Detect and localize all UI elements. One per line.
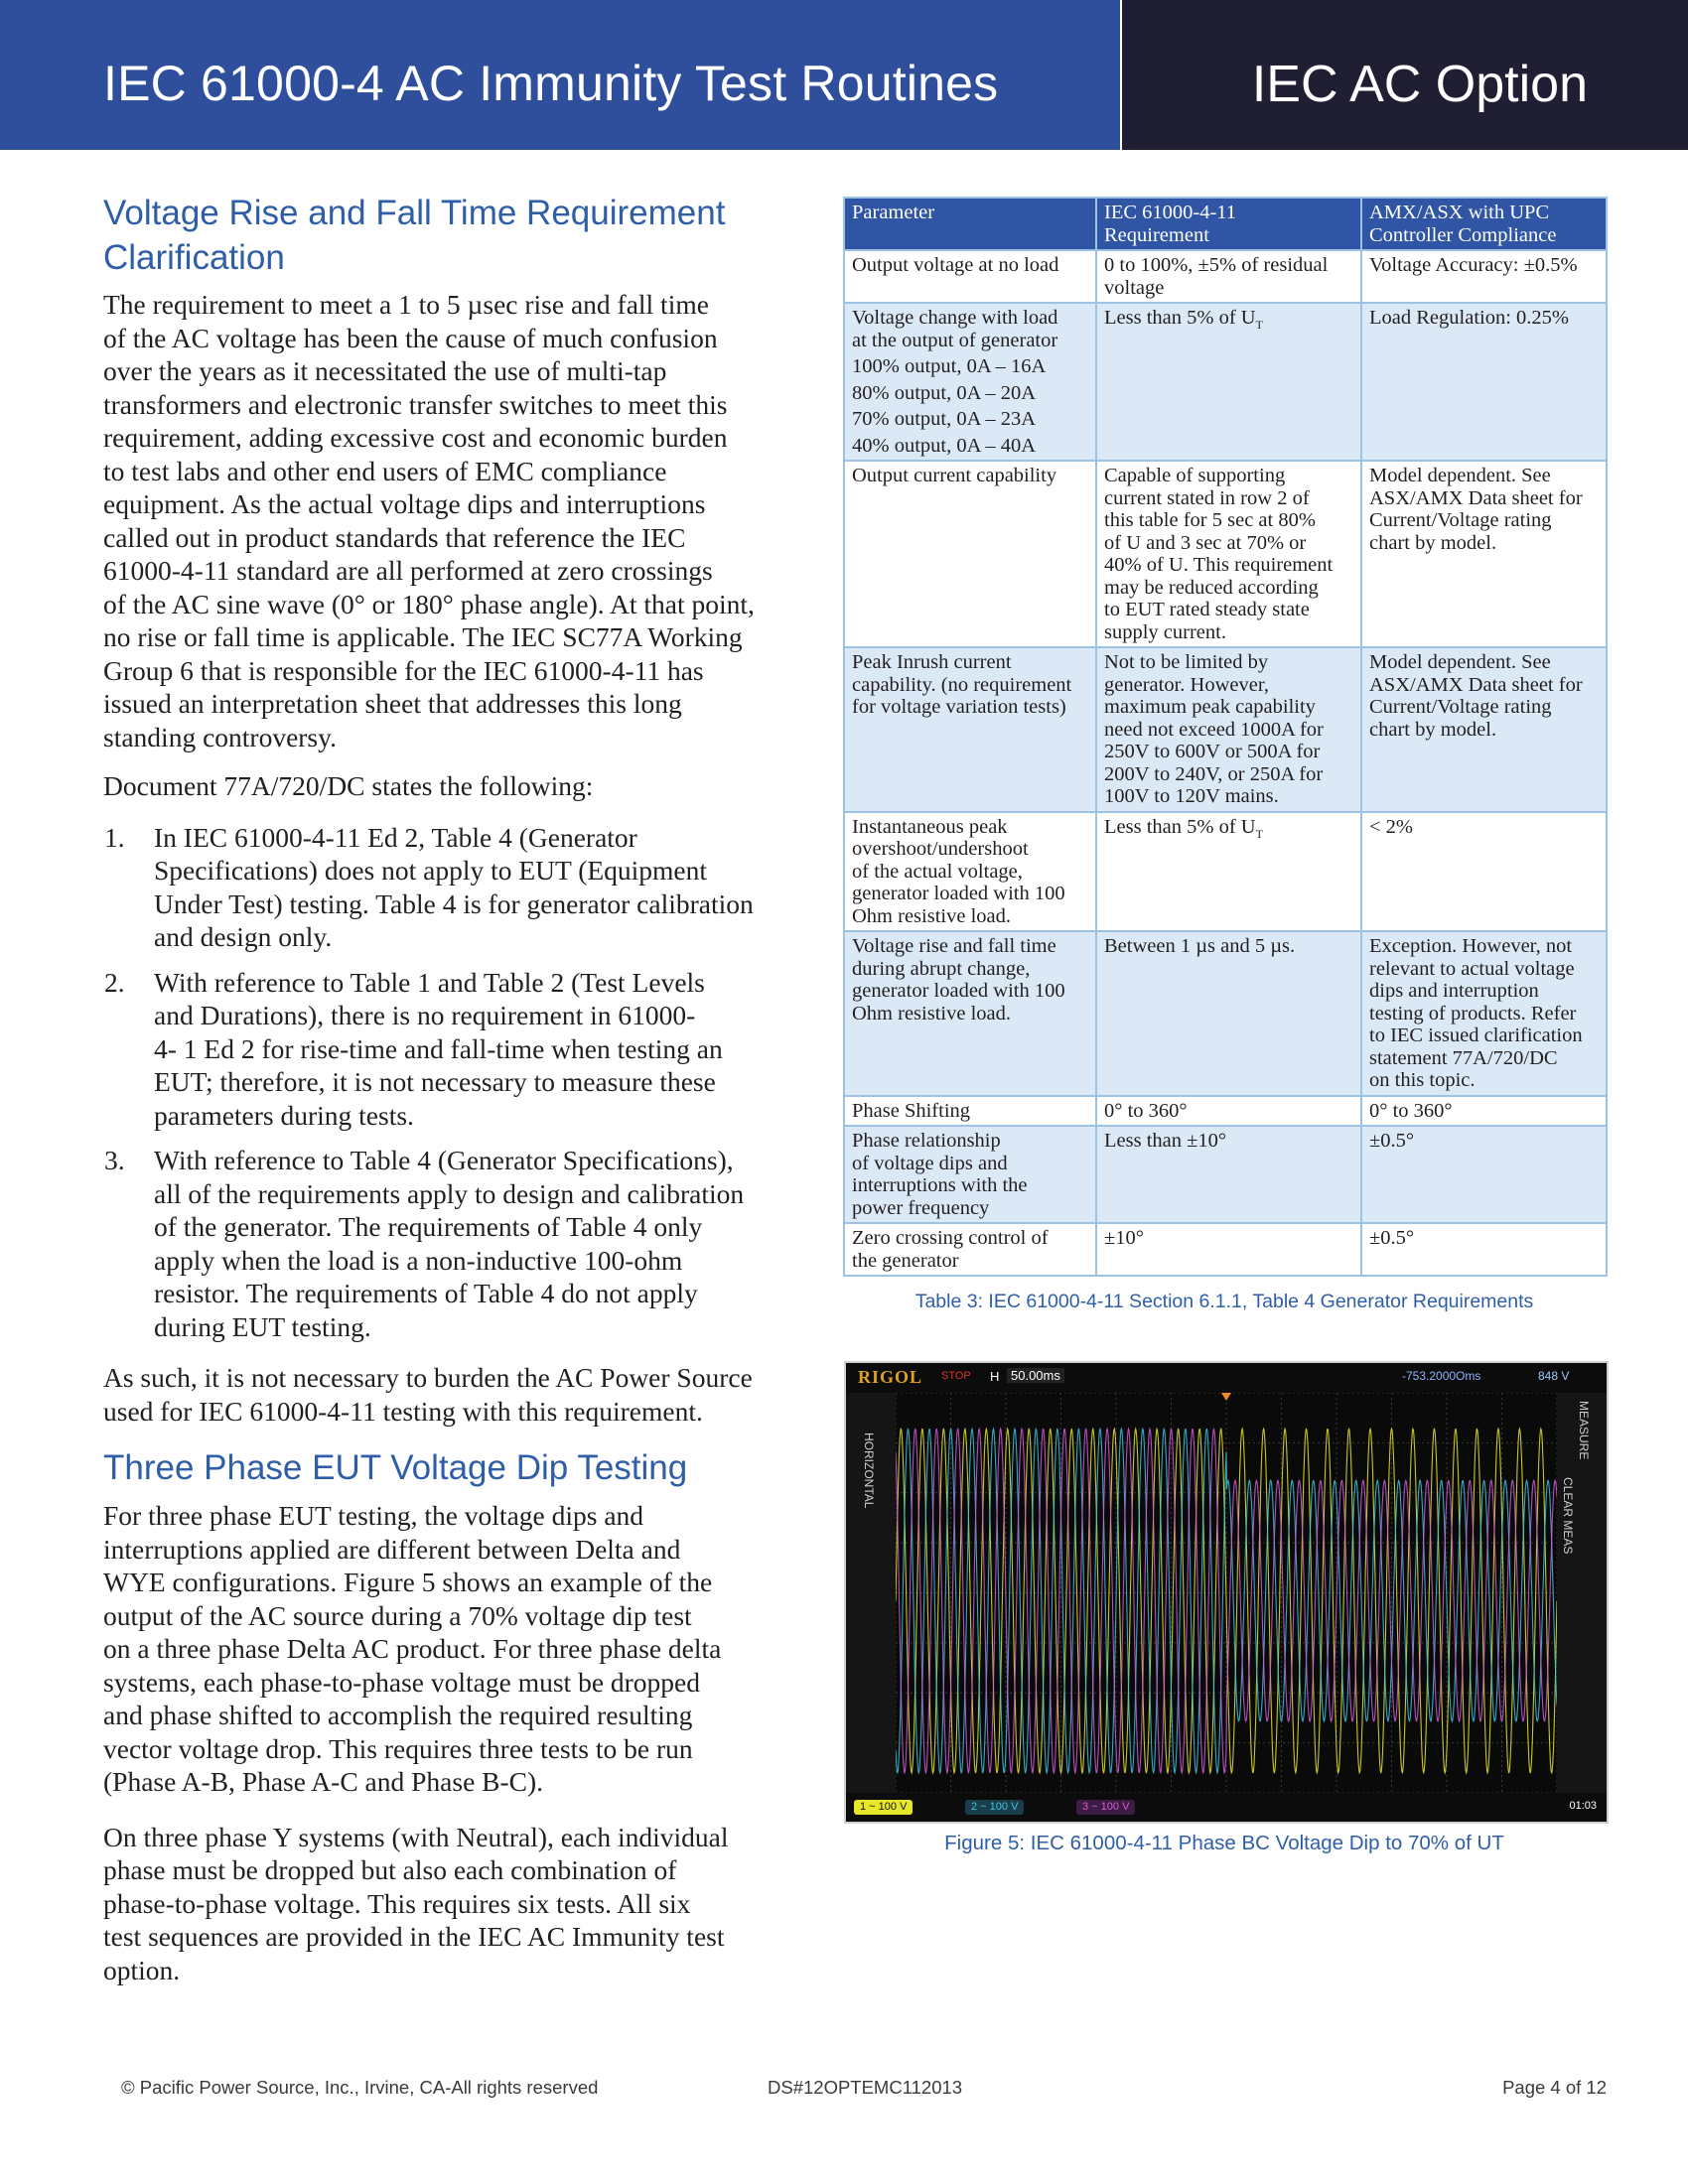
table-cell: Not to be limited by generator. However, maximum peak capability need not exceed 1000A for 250V to 600V or 500A for 200V to 240V, or 250A for 100V to 120V mains. (1096, 647, 1361, 812)
table-cell: Less than 5% of $U_T$ (1096, 303, 1361, 461)
section-heading-rise-fall: Voltage Rise and Fall Time Requirement Clarification (103, 194, 726, 277)
table-cell: ±0.5° (1361, 1223, 1607, 1276)
column-header-amx-asx-compliance: AMX/ASX with UPC Controller Compliance (1361, 198, 1607, 250)
table-row (844, 812, 1607, 932)
column-header-iec-requirement: IEC 61000-4-11 Requirement (1096, 198, 1361, 250)
table-row (844, 250, 1607, 303)
scope-run-status: STOP (941, 1370, 971, 1382)
table-cell: ±0.5° (1361, 1126, 1607, 1223)
document-intro: Document 77A/720/DC states the following: (103, 770, 594, 801)
channel-3-badge: 3 ~ 100 V (1076, 1800, 1135, 1815)
table-cell: Peak Inrush current capability. (no requirement for voltage variation tests) (844, 647, 1096, 812)
measure-label: MEASURE (1577, 1401, 1591, 1460)
scope-waveform-display (896, 1393, 1557, 1793)
table-row (844, 931, 1607, 1096)
timebase-value: 50.00ms (1007, 1368, 1064, 1383)
table-cell: Model dependent. See ASX/AMX Data sheet for Current/Voltage rating chart by model. (1361, 647, 1607, 812)
table-cell: Less than ±10° (1096, 1126, 1361, 1223)
scope-brand-logo: RIGOL (858, 1367, 923, 1387)
table-cell: Voltage change with load at the output of generator 100% output, 0A – 16A 80% output, 0A – 20A 70% output, 0A – 23A 40% output, 0A – 40A (844, 303, 1096, 461)
option-title: IEC AC Option (1251, 56, 1588, 113)
table-row (844, 1126, 1607, 1223)
table-cell: Output voltage at no load (844, 250, 1096, 303)
three-phase-paragraph: For three phase EUT testing, the voltage dips and interruptions applied are different between Delta and WYE configurations. Figure 5 shows an example of the output of the AC source during a 70% voltage dip test on a three phase Delta AC product. For three phase delta systems, each phase-to-phase voltage must be dropped and phase shifted to accomplish the required resulting vector voltage drop. This requires three tests to be run (Phase A-B, Phase A-C and Phase B-C). (103, 1500, 722, 1797)
table-cell: Exception. However, not relevant to actual voltage dips and interruption testing of products. Refer to IEC issued clarification statement 77A/720/DC on this topic. (1361, 931, 1607, 1096)
table-cell: Voltage Accuracy: ±0.5% (1361, 250, 1607, 303)
table-row (844, 461, 1607, 647)
table-row (844, 303, 1607, 461)
scope-status-bar (846, 1363, 1607, 1393)
left-column (103, 191, 810, 1986)
table-cell: Phase relationship of voltage dips and interruptions with the power frequency (844, 1126, 1096, 1223)
rise-fall-paragraph: The requirement to meet a 1 to 5 µsec rise and fall time of the AC voltage has been the cause of much confusion over the years as it necessitated the use of multi-tap transformers and electronic transfer switches to meet this requirement, adding excessive cost and economic burden to test labs and other end users of EMC compliance equipment. As the actual voltage dips and interruptions called out in product standards that reference the IEC 61000-4-11 standard are all performed at zero crossings of the AC sine wave (0° or 180° phase angle). At that point, no rise or fall time is applicable. The IEC SC77A Working Group 6 that is responsible for the IEC 61000-4-11 has issued an interpretation sheet that addresses this long standing controversy. (103, 289, 755, 752)
footer-copyright: © Pacific Power Source, Inc., Irvine, CA-All rights reserved (121, 2077, 599, 2098)
clear-meas-label: CLEAR MEAS (1561, 1477, 1575, 1555)
table-cell: 0° to 360° (1361, 1096, 1607, 1127)
table-caption: Table 3: IEC 61000-4-11 Section 6.1.1, Table 4 Generator Requirements (914, 1291, 1534, 1312)
table-cell: Capable of supporting current stated in row 2 of this table for 5 sec at 80% of U and 3 sec at 70% or 40% of U. This requirement may be reduced according to EUT rated steady state supply current. (1096, 461, 1361, 647)
scope-clock: 01:03 (1569, 1800, 1597, 1812)
table-cell: Instantaneous peak overshoot/undershoot of the actual voltage, generator loaded with 100 Ohm resistive load. (844, 812, 1096, 932)
table-cell: Less than 5% of $U_T$ (1096, 812, 1361, 932)
list-item: 1. In IEC 61000-4-11 Ed 2, Table 4 (Generator Specifications) does not apply to EUT (Equipment Under Test) testing. Table 4 is for generator calibration and design only. (104, 821, 754, 952)
table-cell: Zero crossing control of the generator (844, 1223, 1096, 1276)
table-cell: Phase Shifting (844, 1096, 1096, 1127)
table-cell: Model dependent. See ASX/AMX Data sheet for Current/Voltage rating chart by model. (1361, 461, 1607, 647)
table-cell: 0° to 360° (1096, 1096, 1361, 1127)
table-cell: Load Regulation: 0.25% (1361, 303, 1607, 461)
section-heading-three-phase: Three Phase EUT Voltage Dip Testing (103, 1448, 688, 1487)
header-option-bar (1122, 0, 1688, 150)
requirements-table-container (843, 197, 1606, 1313)
list-item: 2. With reference to Table 1 and Table 2 (Test Levels and Durations), there is no requirement in 61000- 4- 1 Ed 2 for rise-time and fall-time when testing an EUT; therefore, it is not necessary to measure these parameters during tests. (104, 966, 723, 1131)
channel-1-badge: 1 ~ 100 V (854, 1800, 913, 1815)
footer-document-id: DS#12OPTEMC112013 (768, 2077, 963, 2098)
page-title: IEC 61000-4 AC Immunity Test Routines (103, 56, 999, 111)
horizontal-label: HORIZONTAL (862, 1433, 876, 1509)
table-header-row (844, 198, 1607, 250)
timebase-label: H (990, 1369, 1000, 1384)
generator-requirements-table (843, 197, 1608, 1277)
table-row (844, 647, 1607, 812)
conclusion-paragraph: As such, it is not necessary to burden the AC Power Source used for IEC 61000-4-11 testing with this requirement. (103, 1362, 753, 1427)
table-cell: < 2% (1361, 812, 1607, 932)
table-cell: Voltage rise and fall time during abrupt change, generator loaded with 100 Ohm resistive load. (844, 931, 1096, 1096)
oscilloscope-screenshot (844, 1361, 1609, 1824)
trigger-level: 848 V (1538, 1369, 1570, 1383)
channel-2-badge: 2 ~ 100 V (965, 1800, 1024, 1815)
scope-right-panel (1557, 1393, 1607, 1793)
figure-caption: Figure 5: IEC 61000-4-11 Phase BC Voltage Dip to 70% of UT (944, 1832, 1504, 1854)
table-cell: 0 to 100%, ±5% of residual voltage (1096, 250, 1361, 303)
footer-page-number: Page 4 of 12 (1502, 2077, 1607, 2098)
list-item: 3. With reference to Table 4 (Generator Specifications), all of the requirements apply to design and calibration of the generator. The requirements of Table 4 only apply when the load is a non-inductive 100-ohm resistor. The requirements of Table 4 do not apply during EUT testing. (104, 1145, 745, 1342)
table-cell: Between 1 µs and 5 µs. (1096, 931, 1361, 1096)
scope-channel-bar (846, 1793, 1607, 1822)
table-cell: Output current capability (844, 461, 1096, 647)
trigger-offset: -753.2000Oms (1402, 1369, 1481, 1383)
y-system-paragraph: On three phase Y systems (with Neutral), each individual phase must be dropped but also each combination of phase-to-phase voltage. This requires six tests. All six test sequences are provided in the IEC AC Immunity test option. (103, 1821, 729, 1985)
header-bar (0, 0, 1120, 150)
column-header-parameter: Parameter (844, 198, 1096, 250)
scope-left-panel (846, 1393, 896, 1793)
table-cell: ±10° (1096, 1223, 1361, 1276)
table-row (844, 1223, 1607, 1276)
requirements-list (103, 821, 810, 1344)
table-row (844, 1096, 1607, 1127)
